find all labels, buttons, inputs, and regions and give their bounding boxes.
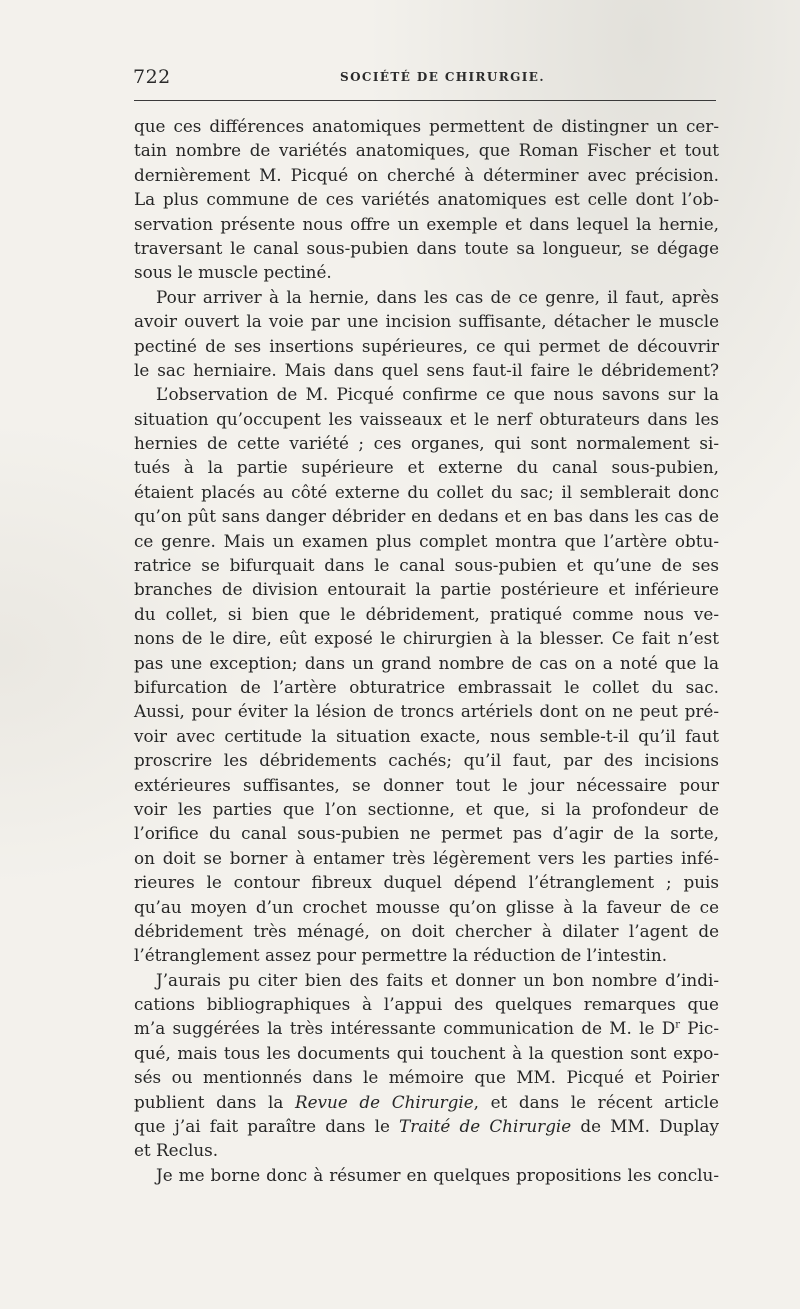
text-line: hernies de cette variété ; ces organes, qui sont normalement si- [134,433,719,454]
text-line: on doit se borner à entamer très légèrement vers les parties infé- [134,847,719,868]
text-line: l’orifice du canal sous-pubien ne permet pas d’agir de la sorte, [134,823,719,844]
text-fragment: Pic- [679,1018,719,1039]
text-line: situation qu’occupent les vaisseaux et le nerf obturateurs dans les [134,408,719,429]
text-line [134,1114,719,1138]
text-line: Aussi, pour éviter la lésion de troncs artériels dont on ne peut pré- [134,701,719,722]
text-fragment: , et dans le récent article [473,1091,719,1112]
text-line: traversant le canal sous-pubien dans toute sa longueur, se dégage [134,237,719,258]
text-fragment: de MM. Duplay [571,1116,719,1137]
text-line: branches de division entourait la partie postérieure et inférieure [134,579,719,600]
text-fragment: publient dans la [134,1091,284,1112]
text-line: que ces différences anatomiques permettent de distingner un cer- [134,116,719,136]
text-line: tués à la partie supérieure et externe du canal sous-pubien, [134,457,719,478]
text-line: L’observation de M. Picqué confirme ce que nous savons sur la [156,384,719,405]
text-line: pectiné de ses insertions supérieures, ce qui permet de découvrir [134,335,719,356]
header-rule [134,100,716,101]
text-line: le sac herniaire. Mais dans quel sens faut-il faire le débridement? [134,359,719,380]
text-line: Je me borne donc à résumer en quelques propositions les conclu- [156,1164,719,1185]
text-line: La plus commune de ces variétés anatomiques est celle dont l’ob- [134,189,719,210]
text-line: bifurcation de l’artère obturatrice embrassait le collet du sac. [134,676,719,697]
journal-title: Revue de Chirurgie [294,1091,474,1112]
text-line: ce genre. Mais un examen plus complet montra que l’artère obtu- [134,530,719,551]
text-line: servation présente nous offre un exemple et dans lequel la hernie, [134,213,719,234]
text-line [134,1090,719,1114]
text-line: nons de le dire, eût exposé le chirurgien à la blesser. Ce fait n’est [134,628,719,649]
text-line: voir avec certitude la situation exacte, nous semble-t-il qu’il faut [134,725,719,746]
text-line: avoir ouvert la voie par une incision suffisante, détacher le muscle [134,311,719,332]
text-line: extérieures suffisantes, se donner tout le jour nécessaire pour [134,774,719,795]
body-text [134,114,719,1187]
page-header [133,64,717,90]
running-head: SOCIÉTÉ DE CHIRURGIE. [340,70,545,84]
text-line: l’étranglement assez pour permettre la réduction de l’intestin. [134,945,668,966]
text-line: ratrice se bifurquait dans le canal sous-pubien et qu’une de ses [134,555,719,576]
text-line: et Reclus. [134,1140,219,1161]
text-line: sous le muscle pectiné. [134,262,332,283]
text-line [134,1016,719,1040]
text-fragment: m’a suggérées la très intéressante communication de M. le D [134,1018,676,1039]
text-line: qu’on pût sans danger débrider en dedans et en bas dans les cas de [134,506,719,527]
text-line: Pour arriver à la hernie, dans les cas de ce genre, il faut, après [156,286,719,307]
text-line: dernièrement M. Picqué on cherché à déterminer avec précision. [134,164,719,185]
text-line: J’aurais pu citer bien des faits et donner un bon nombre d’indi- [156,969,719,990]
book-title: Traité de Chirurgie [399,1116,572,1137]
text-line: rieures le contour fibreux duquel dépend l’étranglement ; puis [134,872,719,893]
text-line: voir les parties que l’on sectionne, et que, si la profondeur de [134,798,719,819]
page-number: 722 [133,66,171,88]
text-line: qué, mais tous les documents qui touchent à la question sont expo- [134,1042,719,1063]
superscript: r [675,1019,680,1031]
text-line: étaient placés au côté externe du collet du sac; il semblerait donc [134,481,719,502]
text-line: cations bibliographiques à l’appui des quelques remarques que [134,994,719,1015]
text-line: du collet, si bien que le débridement, pratiqué comme nous ve- [134,603,719,624]
text-line: tain nombre de variétés anatomiques, que Roman Fischer et tout [134,140,719,161]
text-line: sés ou mentionnés dans le mémoire que MM. Picqué et Poirier [134,1067,719,1088]
text-line: débridement très ménagé, on doit chercher à dilater l’agent de [134,920,719,941]
text-line: pas une exception; dans un grand nombre de cas on a noté que la [134,652,719,673]
text-line: proscrire les débridements cachés; qu’il faut, par des incisions [134,750,719,771]
text-line: qu’au moyen d’un crochet mousse qu’on glisse à la faveur de ce [134,896,719,917]
text-fragment: que j’ai fait paraître dans le [134,1116,390,1137]
